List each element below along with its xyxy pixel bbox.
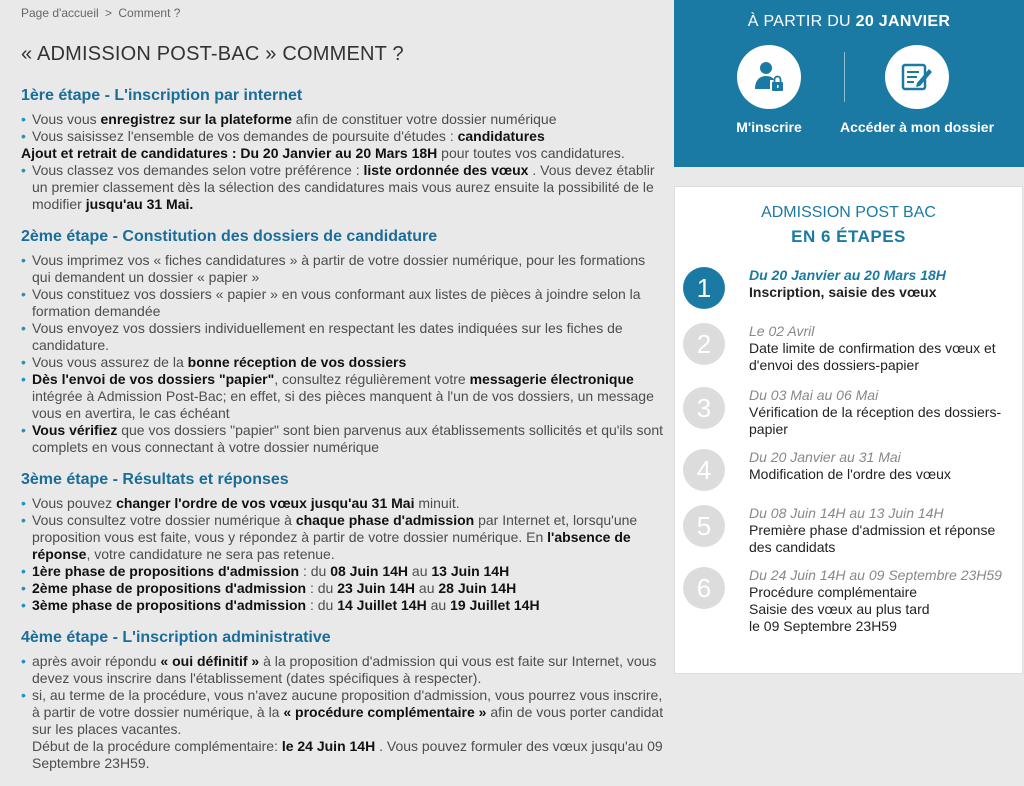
step-heading: 2ème étape - Constitution des dossiers de candidature bbox=[21, 228, 438, 245]
list-item bbox=[21, 162, 667, 213]
body-text: Début de la procédure complémentaire: bbox=[32, 738, 282, 754]
list-item bbox=[21, 354, 667, 371]
body-text: au bbox=[415, 580, 439, 596]
body-text: : du bbox=[306, 580, 338, 596]
step-list bbox=[21, 111, 667, 213]
emphasis-text: chaque phase d'admission bbox=[295, 512, 475, 528]
emphasis-text: l'absence de réponse bbox=[32, 529, 631, 562]
breadcrumb-home-link[interactable]: Page d'accueil bbox=[21, 6, 99, 20]
timeline-step-description bbox=[749, 404, 1019, 438]
breadcrumb-current: Comment ? bbox=[118, 6, 181, 20]
body-text: Vous vous bbox=[32, 111, 101, 127]
timeline-step-description bbox=[749, 284, 1019, 301]
step-block bbox=[21, 86, 667, 213]
timeline-subtitle: EN 6 ÉTAPES bbox=[791, 227, 906, 246]
emphasis-text: 13 Juin 14H bbox=[431, 563, 510, 579]
timeline-step-description-line: Date limite de confirmation des vœux et d'envoi des dossiers-papier bbox=[749, 340, 996, 373]
list-item bbox=[21, 145, 667, 162]
step-block bbox=[21, 227, 667, 456]
timeline-step-description bbox=[749, 522, 1019, 556]
body-text: Vous vous assurez de la bbox=[32, 354, 188, 370]
timeline-step-text bbox=[749, 505, 1019, 556]
body-text: afin de vous porter candidat sur les places vacantes. bbox=[32, 704, 664, 737]
timeline-step-text bbox=[749, 567, 1019, 635]
timeline-step-description bbox=[749, 340, 1019, 374]
body-text: à la proposition d'admission qui vous est faite sur Internet, vous devez vous inscrire dans l'établissement (dates spécifiques à respecter). bbox=[32, 653, 657, 686]
timeline-step-number: 6 bbox=[683, 567, 725, 609]
step-list bbox=[21, 252, 667, 456]
timeline-step-date: Du 03 Mai au 06 Mai bbox=[749, 387, 879, 403]
timeline-step-description-line: le 09 Septembre 23H59 bbox=[749, 618, 897, 634]
emphasis-text: jusqu'au 31 Mai. bbox=[85, 196, 194, 212]
timeline-step-date: Du 20 Janvier au 31 Mai bbox=[749, 449, 901, 465]
emphasis-text: candidatures bbox=[457, 128, 545, 144]
emphasis-text: 3ème phase de propositions d'admission bbox=[32, 597, 307, 613]
timeline-step-number: 2 bbox=[683, 323, 725, 365]
emphasis-text: Dès l'envoi de vos dossiers "papier" bbox=[32, 371, 275, 387]
body-text: : du bbox=[299, 563, 331, 579]
list-item bbox=[21, 495, 667, 512]
body-text: . Vous devez établir un premier classement dès la sélection des candidatures mais vous aurez ensuite la possibilité de le modifier bbox=[32, 162, 655, 212]
timeline-step-description bbox=[749, 466, 1019, 483]
timeline-step-text bbox=[749, 323, 1019, 374]
emphasis-text: 2ème phase de propositions d'admission bbox=[32, 580, 307, 596]
timeline-step-description bbox=[749, 584, 1019, 635]
list-item bbox=[21, 252, 667, 286]
body-text: Vous pouvez bbox=[32, 495, 117, 511]
breadcrumb-separator: > bbox=[105, 6, 113, 20]
timeline-step-number: 1 bbox=[683, 267, 725, 309]
timeline-step-description-line: Première phase d'admission et réponse des candidats bbox=[749, 522, 996, 555]
step-heading: 4ème étape - L'inscription administrative bbox=[21, 629, 331, 646]
body-text: après avoir répondu bbox=[32, 653, 161, 669]
list-item bbox=[21, 422, 667, 456]
timeline-step-text bbox=[749, 267, 1019, 301]
body-text: par Internet et, lorsqu'une proposition vous est faite, vous y répondez à partir de votre dossier numérique. En bbox=[32, 512, 638, 545]
timeline-step-description-line: Saisie des vœux au plus tard bbox=[749, 601, 930, 617]
step-list bbox=[21, 653, 667, 772]
body-text: au bbox=[426, 597, 451, 613]
emphasis-text: bonne réception de vos dossiers bbox=[187, 354, 407, 370]
list-item bbox=[21, 286, 667, 320]
timeline-step-description-line: Inscription, saisie des vœux bbox=[749, 284, 937, 300]
access-dossier-circle[interactable] bbox=[885, 45, 949, 109]
body-text: , consultez régulièrement votre bbox=[274, 371, 470, 387]
emphasis-text: messagerie électronique bbox=[469, 371, 634, 387]
sidebar bbox=[674, 0, 1024, 634]
timeline-step-text bbox=[749, 449, 1019, 483]
step-block bbox=[21, 470, 667, 614]
timeline-step-number: 3 bbox=[683, 387, 725, 429]
list-item bbox=[21, 128, 667, 145]
emphasis-text: 19 Juillet 14H bbox=[450, 597, 540, 613]
list-item bbox=[21, 580, 667, 597]
body-text: Vous consultez votre dossier numérique à bbox=[32, 512, 296, 528]
list-item bbox=[21, 597, 667, 614]
timeline-step-number: 5 bbox=[683, 505, 725, 547]
body-text: que vos dossiers "papier" sont bien parvenus aux établissements sollicités et qu'ils sont complets en vous connectant à votre dossier numérique bbox=[32, 422, 664, 455]
body-text: Vous constituez vos dossiers « papier » en vous conformant aux listes de pièces à joindre selon la formation demandée bbox=[32, 286, 641, 319]
timeline-step-date: Du 08 Juin 14H au 13 Juin 14H bbox=[749, 505, 944, 521]
body-text: Vous envoyez vos dossiers individuellement en respectant les dates indiquées sur les fiches de candidature. bbox=[32, 320, 623, 353]
body-text: Vous classez vos demandes selon votre préférence : bbox=[32, 162, 364, 178]
steps-content bbox=[21, 86, 667, 786]
timeline-step-number: 4 bbox=[683, 449, 725, 491]
body-text: : du bbox=[306, 597, 338, 613]
signup-panel-title bbox=[674, 13, 1024, 31]
page-title: « ADMISSION POST-BAC » COMMENT ? bbox=[21, 43, 404, 65]
body-text: si, au terme de la procédure, vous n'avez aucune proposition d'admission, vous pourrez vous inscrire, à partir de votre dossier numérique, à la bbox=[32, 687, 663, 720]
timeline-step-date: Du 24 Juin 14H au 09 Septembre 23H59 bbox=[749, 567, 1002, 583]
list-item bbox=[21, 738, 667, 772]
emphasis-text: Vous vérifiez bbox=[32, 422, 118, 438]
signup-panel bbox=[674, 0, 1024, 167]
timeline-step-description-line: Vérification de la réception des dossiers-papier bbox=[749, 404, 1002, 437]
emphasis-text: 1ère phase de propositions d'admission bbox=[32, 563, 300, 579]
timeline-step-description-line: Procédure complémentaire bbox=[749, 584, 918, 600]
timeline-panel bbox=[674, 186, 1023, 674]
list-item bbox=[21, 371, 667, 422]
timeline-step-text bbox=[749, 387, 1019, 438]
body-text: , votre candidature ne sera pas retenue. bbox=[86, 546, 335, 562]
timeline-step-description-line: Modification de l'ordre des vœux bbox=[749, 466, 951, 482]
list-item bbox=[21, 320, 667, 354]
emphasis-text: 23 Juin 14H bbox=[337, 580, 416, 596]
emphasis-text: 28 Juin 14H bbox=[438, 580, 517, 596]
breadcrumb bbox=[21, 6, 180, 20]
emphasis-text: le 24 Juin 14H bbox=[281, 738, 376, 754]
body-text: pour toutes vos candidatures. bbox=[437, 145, 625, 161]
list-item bbox=[21, 512, 667, 563]
step-heading: 1ère étape - L'inscription par internet bbox=[21, 87, 303, 104]
signup-circle[interactable] bbox=[737, 45, 801, 109]
emphasis-text: « oui définitif » bbox=[160, 653, 260, 669]
signup-title-date: 20 JANVIER bbox=[855, 13, 951, 30]
body-text: intégrée à Admission Post-Bac; en effet, si des pièces manquent à l'un de vos dossiers, un message vous en avertira, le cas échéant bbox=[32, 388, 654, 421]
access-dossier-label[interactable]: Accéder à mon dossier bbox=[839, 119, 995, 135]
signup-title-prefix: À PARTIR DU bbox=[747, 13, 856, 30]
access-dossier-button[interactable] bbox=[837, 45, 997, 136]
list-item bbox=[21, 687, 667, 738]
emphasis-text: Ajout et retrait de candidatures : Du 20 Janvier au 20 Mars 18H bbox=[21, 145, 438, 161]
step-heading: 3ème étape - Résultats et réponses bbox=[21, 471, 289, 488]
emphasis-text: 14 Juillet 14H bbox=[337, 597, 427, 613]
step-block bbox=[21, 628, 667, 772]
emphasis-text: « procédure complémentaire » bbox=[283, 704, 487, 720]
body-text: minuit. bbox=[414, 495, 460, 511]
list-item bbox=[21, 111, 667, 128]
timeline-step-date: Du 20 Janvier au 20 Mars 18H bbox=[749, 267, 946, 283]
emphasis-text: 08 Juin 14H bbox=[330, 563, 409, 579]
signup-label[interactable]: M'inscrire bbox=[736, 119, 802, 135]
body-text: Vous saisissez l'ensemble de vos demandes de poursuite d'études : bbox=[32, 128, 458, 144]
body-text: afin de constituer votre dossier numérique bbox=[291, 111, 557, 127]
emphasis-text: liste ordonnée des vœux bbox=[363, 162, 529, 178]
timeline-title: ADMISSION POST BAC bbox=[761, 204, 936, 221]
emphasis-text: changer l'ordre de vos vœux jusqu'au 31 Mai bbox=[116, 495, 415, 511]
list-item bbox=[21, 653, 667, 687]
body-text: Vous imprimez vos « fiches candidatures » à partir de votre dossier numérique, pour les formations qui demandent un dossier « papier » bbox=[32, 252, 646, 285]
body-text: . Vous pouvez formuler des vœux jusqu'au 09 Septembre 23H59. bbox=[32, 738, 663, 771]
timeline-step-date: Le 02 Avril bbox=[749, 323, 815, 339]
edit-document-icon bbox=[899, 59, 935, 95]
user-lock-icon bbox=[751, 59, 787, 95]
body-text: au bbox=[408, 563, 432, 579]
signup-button[interactable] bbox=[689, 45, 849, 136]
emphasis-text: enregistrez sur la plateforme bbox=[100, 111, 292, 127]
list-item bbox=[21, 563, 667, 580]
step-list bbox=[21, 495, 667, 614]
